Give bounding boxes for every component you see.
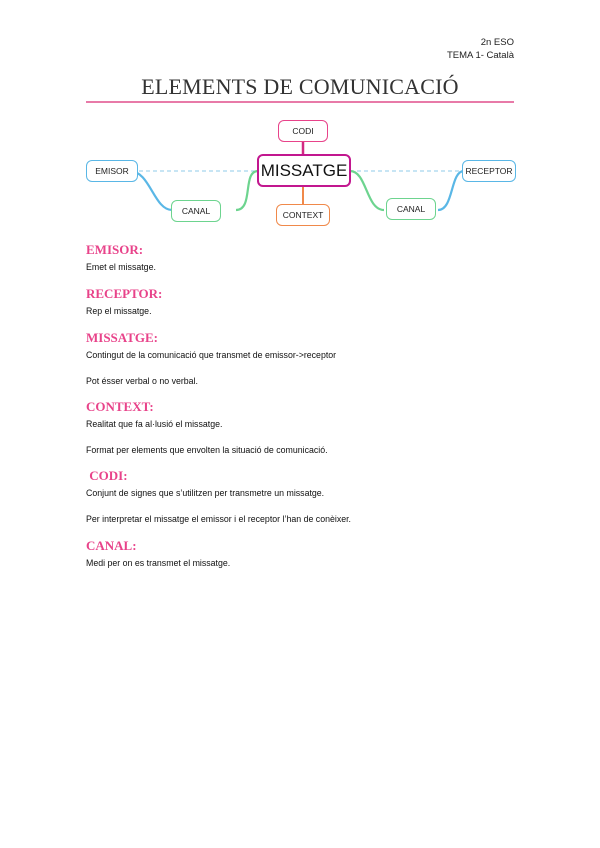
page-title: ELEMENTS DE COMUNICACIÓ [141,74,459,99]
section-text: Pot ésser verbal o no verbal. [86,376,198,386]
emisor-node [86,160,138,182]
section-canal [86,538,526,569]
missatge-canal-link [350,171,384,210]
document-header [447,36,514,62]
context-node-label: CONTEXT [282,210,324,220]
section-missatge [86,330,526,387]
section-title: CONTEXT: [86,399,154,414]
left-canal-node [171,200,221,222]
section-text: Rep el missatge. [86,306,152,316]
section-receptor [86,286,526,317]
receptor-node-label: RECEPTOR [465,166,513,176]
section-text: Medi per on es transmet el missatge. [86,558,231,568]
context-node [276,204,330,226]
section-context [86,399,526,456]
codi-node [278,120,328,142]
right-canal-node-label: CANAL [396,204,426,214]
course-label: 2n ESO [480,37,514,48]
section-text: Realitat que fa al·lusió el missatge. [86,419,223,429]
section-codi [86,468,526,525]
section-text: Conjunt de signes que s’utilitzen per transmetre un missatge. [86,488,325,498]
section-title: CANAL: [86,538,137,553]
section-text: Contingut de la comunicació que transmet de emissor->receptor [86,350,337,360]
section-title: EMISOR: [86,242,144,257]
section-title: RECEPTOR: [86,286,163,301]
canal-missatge-link [236,171,258,210]
communication-diagram [84,116,516,232]
emisor-node-label: EMISOR [95,166,129,176]
section-title: MISSATGE: [86,330,158,345]
section-title: CODI: [86,468,128,483]
missatge-node [257,154,351,187]
section-text: Format per elements que envolten la situació de comunicació. [86,445,328,455]
right-canal-node [386,198,436,220]
left-canal-node-label: CANAL [181,206,211,216]
section-text: Per interpretar el missatge el emissor i el receptor l’han de conèixer. [86,514,352,524]
title-divider [86,101,514,103]
missatge-node-label: MISSATGE [260,160,348,180]
section-emisor [86,242,526,273]
canal-receptor-link [438,171,464,210]
codi-node-label: CODI [292,126,314,136]
receptor-node [462,160,516,182]
section-text: Emet el missatge. [86,262,156,272]
subject-label: TEMA 1- Català [446,50,514,61]
